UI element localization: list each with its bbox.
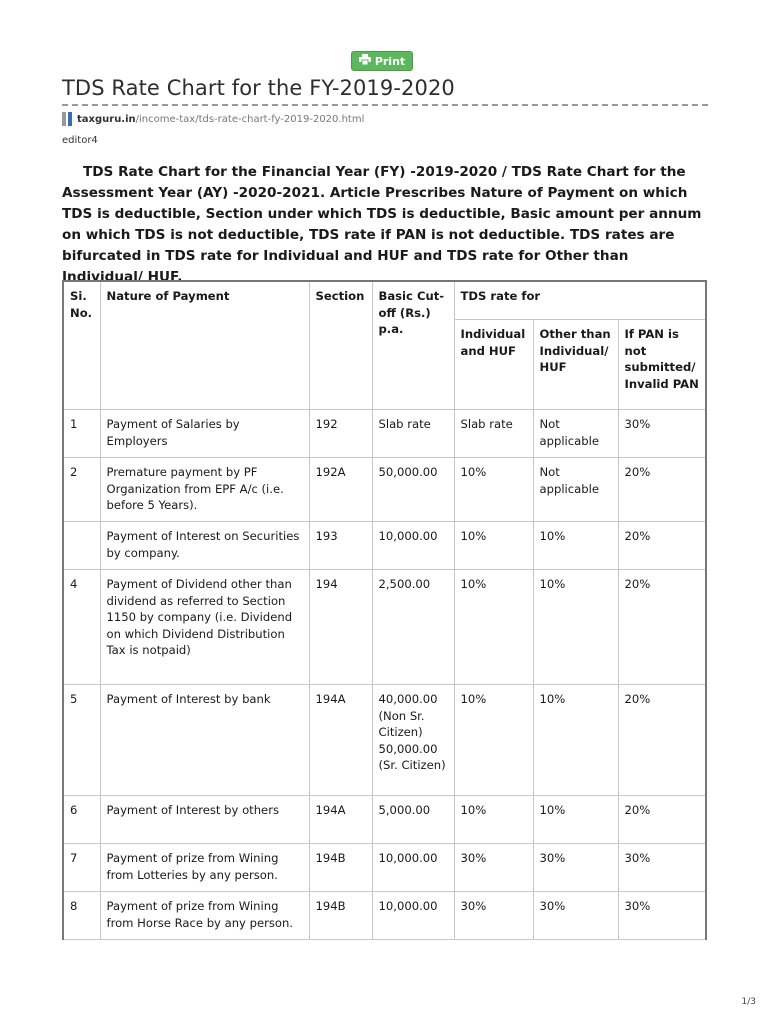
cell-individual: 30% bbox=[454, 844, 533, 892]
cell-cutoff: 10,000.00 bbox=[372, 844, 454, 892]
cell-sino bbox=[63, 522, 100, 570]
cell-section: 194B bbox=[309, 844, 372, 892]
cell-cutoff: 50,000.00 bbox=[372, 458, 454, 522]
cell-sino: 2 bbox=[63, 458, 100, 522]
print-button[interactable] bbox=[351, 51, 413, 71]
cell-individual: 10% bbox=[454, 570, 533, 685]
source-domain: taxguru.in bbox=[77, 113, 136, 125]
cell-individual: 10% bbox=[454, 522, 533, 570]
header-nopan: If PAN is not submitted/ Invalid PAN bbox=[618, 320, 706, 410]
cell-nopan: 30% bbox=[618, 844, 706, 892]
cell-nopan: 20% bbox=[618, 458, 706, 522]
header-other: Other than Individual/ HUF bbox=[533, 320, 618, 410]
cell-individual: 10% bbox=[454, 685, 533, 796]
cell-nature: Premature payment by PF Organization from EPF A/c (i.e. before 5 Years). bbox=[100, 458, 309, 522]
cell-section: 194A bbox=[309, 796, 372, 844]
cell-section: 194B bbox=[309, 892, 372, 940]
cell-cutoff: 2,500.00 bbox=[372, 570, 454, 685]
table-row bbox=[63, 796, 706, 844]
cell-section: 193 bbox=[309, 522, 372, 570]
cell-cutoff: 40,000.00 (Non Sr. Citizen) 50,000.00 (Sr. Citizen) bbox=[372, 685, 454, 796]
cell-section: 192A bbox=[309, 458, 372, 522]
header-sino: Si. No. bbox=[63, 281, 100, 410]
cell-nature: Payment of Interest by bank bbox=[100, 685, 309, 796]
cell-other: 30% bbox=[533, 892, 618, 940]
cell-nopan: 30% bbox=[618, 410, 706, 458]
cell-individual: 10% bbox=[454, 458, 533, 522]
site-logo-accent bbox=[68, 112, 72, 126]
cell-nopan: 20% bbox=[618, 522, 706, 570]
table-row bbox=[63, 570, 706, 685]
cell-section: 192 bbox=[309, 410, 372, 458]
cell-other: 10% bbox=[533, 570, 618, 685]
cell-individual: 10% bbox=[454, 796, 533, 844]
cell-nopan: 20% bbox=[618, 685, 706, 796]
cell-section: 194 bbox=[309, 570, 372, 685]
cell-nature: Payment of Salaries by Employers bbox=[100, 410, 309, 458]
header-section: Section bbox=[309, 281, 372, 410]
cell-sino: 4 bbox=[63, 570, 100, 685]
table-row bbox=[63, 685, 706, 796]
cell-section: 194A bbox=[309, 685, 372, 796]
cell-sino: 1 bbox=[63, 410, 100, 458]
cell-cutoff: 5,000.00 bbox=[372, 796, 454, 844]
cell-individual: 30% bbox=[454, 892, 533, 940]
cell-nature: Payment of Interest by others bbox=[100, 796, 309, 844]
cell-other: 10% bbox=[533, 685, 618, 796]
cell-other: 30% bbox=[533, 844, 618, 892]
source-path: /income-tax/tds-rate-chart-fy-2019-2020.html bbox=[135, 113, 365, 125]
cell-other: Not applicable bbox=[533, 458, 618, 522]
header-individual: Individual and HUF bbox=[454, 320, 533, 410]
table-row bbox=[63, 522, 706, 570]
table-row bbox=[63, 458, 706, 522]
table-row bbox=[63, 844, 706, 892]
intro-paragraph: TDS Rate Chart for the Financial Year (FY) -2019-2020 / TDS Rate Chart for the Assessment Year (AY) -2020-2021. Article Prescribes Nature of Payment on which TDS is deductible, Section under which TDS is deductible, Basic amount per annum on which TDS is not deductible, TDS rate if PAN is not deductible. TDS rates are bifurcated in TDS rate for Individual and HUF and TDS rate for Other than Individual/ HUF. bbox=[62, 164, 702, 285]
cell-nopan: 30% bbox=[618, 892, 706, 940]
author-name: editor4 bbox=[62, 135, 98, 146]
header-nature: Nature of Payment bbox=[100, 281, 309, 410]
table-row bbox=[63, 892, 706, 940]
site-logo-icon bbox=[62, 112, 66, 126]
page-number: 1/3 bbox=[741, 997, 756, 1007]
cell-nature: Payment of prize from Wining from Horse Race by any person. bbox=[100, 892, 309, 940]
cell-cutoff: 10,000.00 bbox=[372, 522, 454, 570]
printer-icon bbox=[359, 54, 371, 68]
cell-other: 10% bbox=[533, 796, 618, 844]
table-row bbox=[63, 410, 706, 458]
cell-nature: Payment of Interest on Securities by company. bbox=[100, 522, 309, 570]
cell-other: Not applicable bbox=[533, 410, 618, 458]
cell-nature: Payment of prize from Wining from Lotteries by any person. bbox=[100, 844, 309, 892]
cell-sino: 7 bbox=[63, 844, 100, 892]
cell-nopan: 20% bbox=[618, 570, 706, 685]
cell-sino: 5 bbox=[63, 685, 100, 796]
cell-nopan: 20% bbox=[618, 796, 706, 844]
tds-rate-table bbox=[62, 280, 707, 940]
cell-cutoff: Slab rate bbox=[372, 410, 454, 458]
cell-sino: 6 bbox=[63, 796, 100, 844]
cell-sino: 8 bbox=[63, 892, 100, 940]
title-divider bbox=[62, 104, 708, 106]
cell-cutoff: 10,000.00 bbox=[372, 892, 454, 940]
table-header-row bbox=[63, 281, 706, 320]
cell-individual: Slab rate bbox=[454, 410, 533, 458]
cell-other: 10% bbox=[533, 522, 618, 570]
page-title: TDS Rate Chart for the FY-2019-2020 bbox=[62, 76, 455, 100]
header-tds-rate-for: TDS rate for bbox=[454, 281, 706, 320]
print-button-label: Print bbox=[374, 54, 406, 68]
header-cutoff: Basic Cut-off (Rs.) p.a. bbox=[372, 281, 454, 410]
source-link[interactable] bbox=[62, 112, 364, 126]
cell-nature: Payment of Dividend other than dividend as referred to Section 1150 by company (i.e. Dividend on which Dividend Distribution Tax is notpaid) bbox=[100, 570, 309, 685]
